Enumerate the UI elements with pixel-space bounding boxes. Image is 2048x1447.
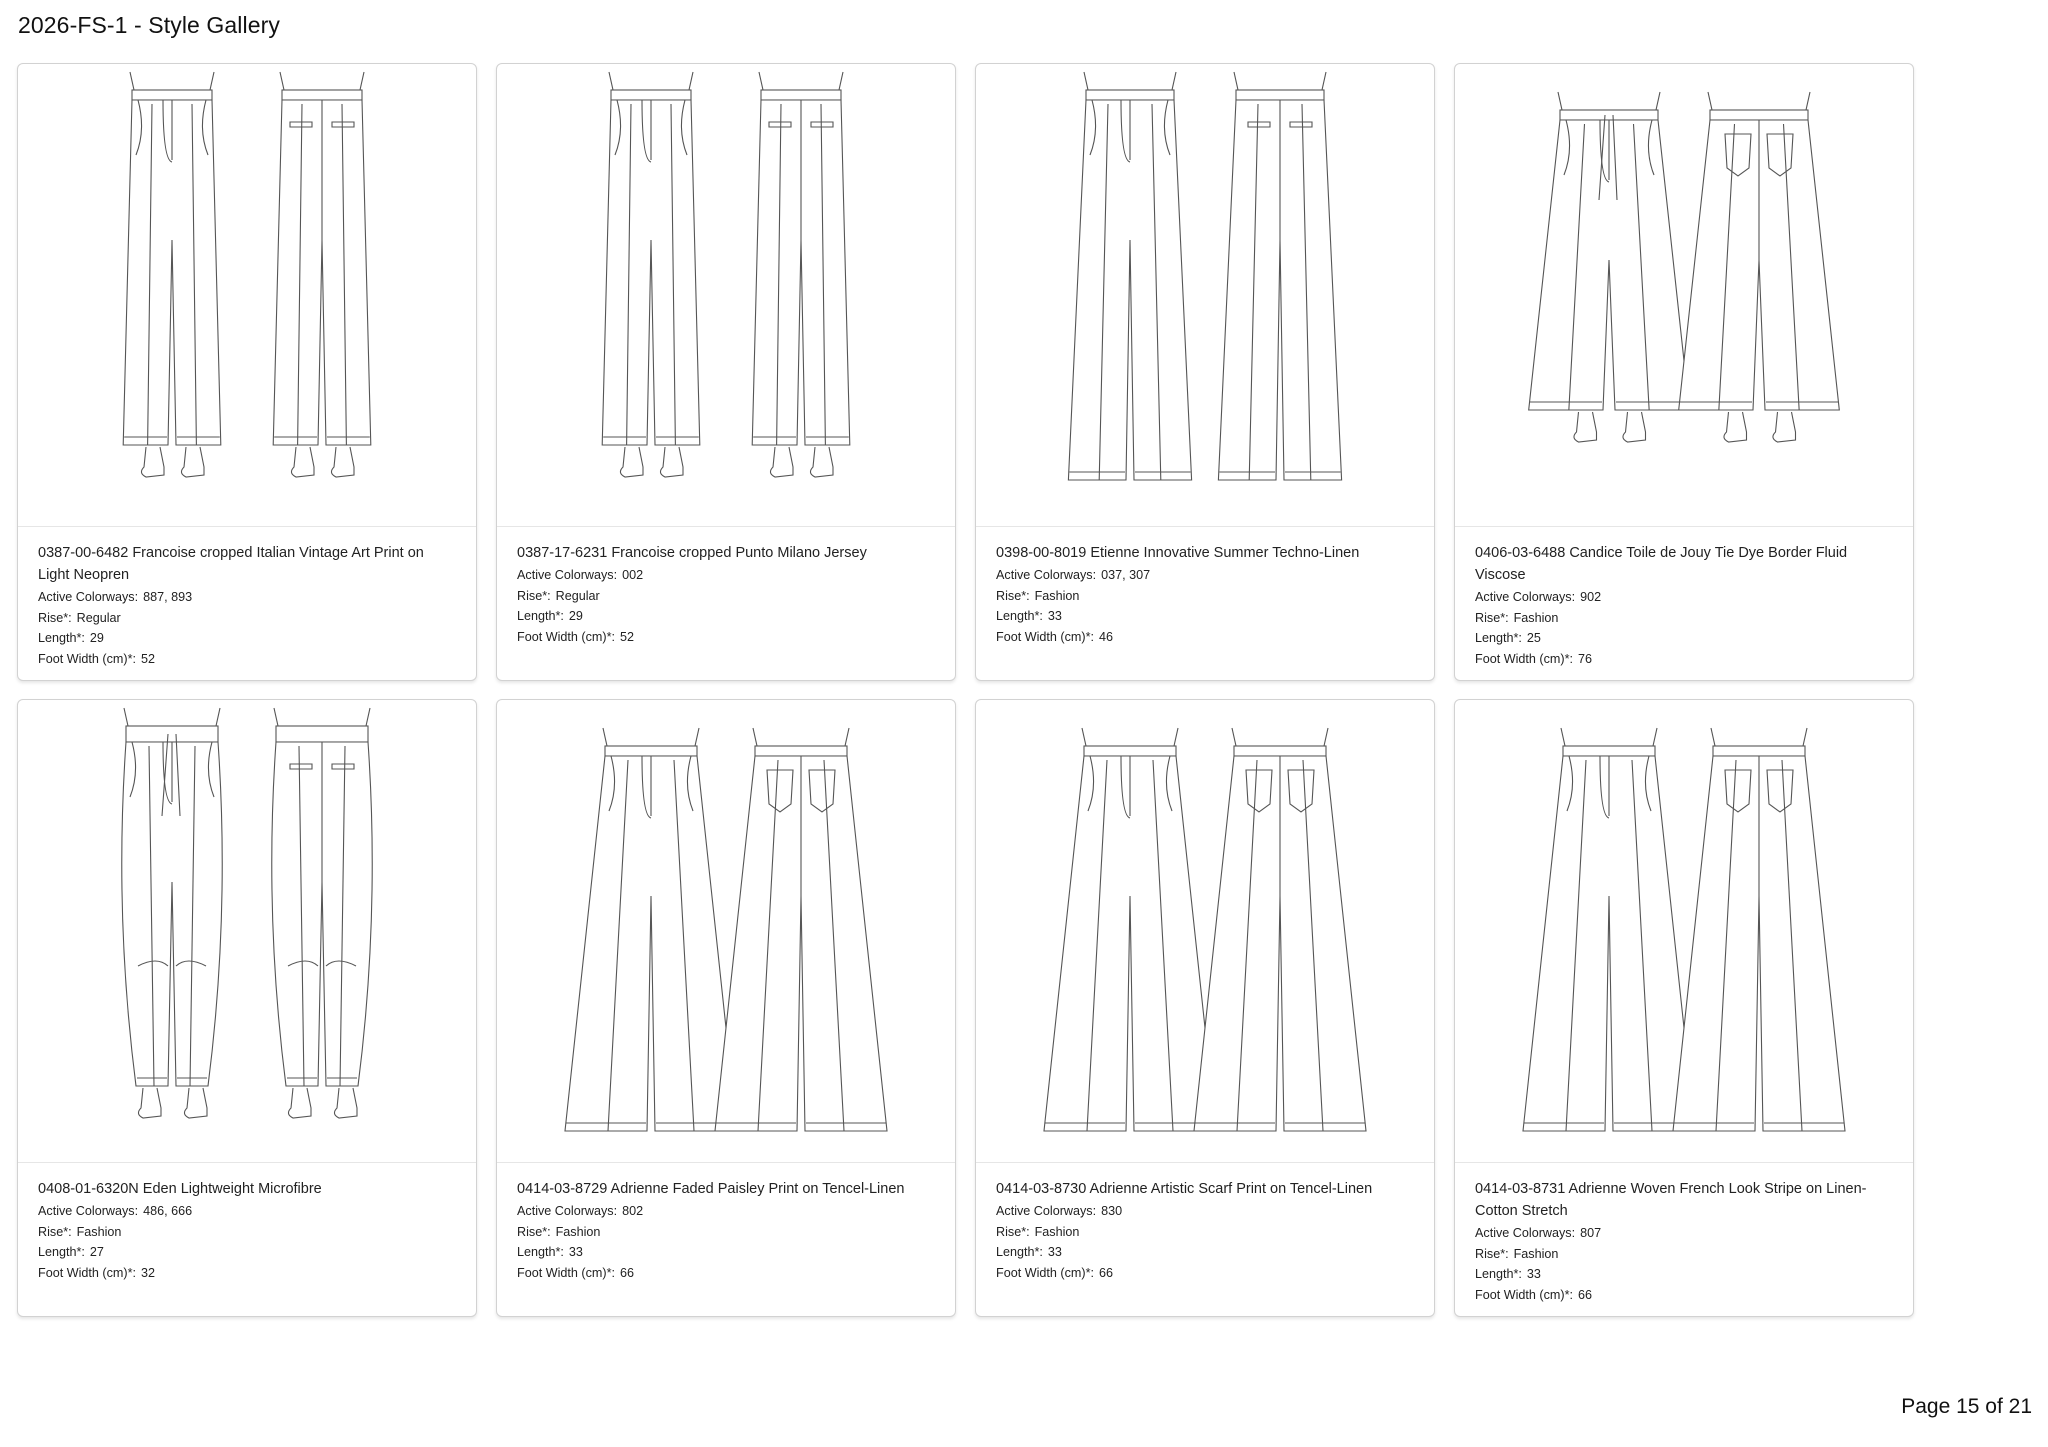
style-name: 0414-03-8730 Adrienne Artistic Scarf Print on Tencel-Linen — [996, 1181, 1373, 1197]
sketch-area — [976, 64, 1434, 527]
foot-width-value: 32 — [140, 1265, 155, 1280]
colorways-label: Active Colorways: — [996, 1204, 1097, 1218]
garment-front-view — [1523, 728, 1695, 1131]
length-label: Length*: — [38, 631, 85, 645]
colorways-value: 802 — [622, 1204, 644, 1218]
foot-width-row — [996, 627, 1414, 648]
rise-row — [1475, 608, 1893, 629]
length-row — [38, 628, 456, 649]
garment-sketch-image — [67, 70, 427, 520]
rise-value: Fashion — [1513, 1246, 1559, 1261]
style-card[interactable] — [975, 699, 1435, 1317]
rise-row — [1475, 1244, 1893, 1265]
style-card[interactable] — [496, 699, 956, 1317]
rise-value: Fashion — [1513, 610, 1559, 625]
colorways-value: 807 — [1580, 1226, 1602, 1240]
colorways-label: Active Colorways: — [517, 568, 618, 582]
foot-width-label: Foot Width (cm)*: — [1475, 1287, 1573, 1302]
foot-width-value: 52 — [619, 629, 634, 644]
garment-sketch-image — [546, 706, 906, 1156]
garment-back-view — [1679, 92, 1840, 442]
style-meta — [497, 1163, 955, 1283]
length-row — [1475, 628, 1893, 649]
rise-row — [38, 608, 456, 629]
style-meta — [976, 1163, 1434, 1283]
garment-back-view — [1673, 728, 1845, 1131]
length-value: 29 — [89, 631, 104, 645]
style-meta — [497, 527, 955, 647]
colorways-row — [517, 565, 935, 586]
rise-value: Regular — [555, 588, 600, 603]
length-value: 33 — [568, 1245, 583, 1259]
rise-row — [38, 1222, 456, 1243]
style-name: 0406-03-6488 Candice Toile de Jouy Tie Dye Border Fluid Viscose — [1475, 545, 1848, 583]
colorways-label: Active Colorways: — [1475, 1226, 1576, 1240]
foot-width-value: 66 — [619, 1265, 634, 1280]
sketch-area — [976, 700, 1434, 1163]
length-value: 29 — [568, 609, 583, 623]
foot-width-label: Foot Width (cm)*: — [38, 1265, 136, 1280]
length-value: 33 — [1047, 1245, 1062, 1259]
length-label: Length*: — [1475, 631, 1522, 645]
rise-label: Rise*: — [1475, 1246, 1509, 1261]
garment-front-view — [122, 708, 222, 1118]
style-meta — [18, 1163, 476, 1283]
rise-label: Rise*: — [996, 588, 1030, 603]
rise-value: Fashion — [1034, 1224, 1080, 1239]
foot-width-label: Foot Width (cm)*: — [517, 629, 615, 644]
page-number: Page 15 of 21 — [1901, 1395, 2032, 1418]
foot-width-label: Foot Width (cm)*: — [1475, 651, 1573, 666]
length-label: Length*: — [996, 1245, 1043, 1259]
style-card[interactable] — [496, 63, 956, 681]
colorways-row — [996, 565, 1414, 586]
garment-back-view — [752, 72, 850, 477]
length-row — [38, 1242, 456, 1263]
colorways-value: 037, 307 — [1101, 568, 1151, 582]
foot-width-value: 46 — [1098, 629, 1113, 644]
colorways-value: 002 — [622, 568, 644, 582]
foot-width-label: Foot Width (cm)*: — [38, 651, 136, 666]
garment-back-view — [1194, 728, 1366, 1131]
rise-row — [517, 586, 935, 607]
garment-back-view — [273, 72, 371, 477]
length-row — [1475, 1264, 1893, 1285]
style-name: 0387-17-6231 Francoise cropped Punto Milano Jersey — [517, 545, 867, 561]
length-row — [996, 606, 1414, 627]
foot-width-row — [517, 1263, 935, 1284]
garment-sketch-image — [1504, 706, 1864, 1156]
foot-width-row — [1475, 1285, 1893, 1306]
garment-back-view — [272, 708, 372, 1118]
rise-row — [996, 1222, 1414, 1243]
foot-width-row — [38, 649, 456, 670]
colorways-label: Active Colorways: — [1475, 590, 1576, 604]
style-card[interactable] — [1454, 63, 1914, 681]
foot-width-label: Foot Width (cm)*: — [996, 629, 1094, 644]
style-card[interactable] — [1454, 699, 1914, 1317]
garment-back-view — [1218, 72, 1341, 480]
garment-back-view — [715, 728, 887, 1131]
style-meta — [976, 527, 1434, 647]
style-card[interactable] — [975, 63, 1435, 681]
colorways-value: 887, 893 — [143, 590, 193, 604]
foot-width-row — [1475, 649, 1893, 670]
colorways-value: 902 — [1580, 590, 1602, 604]
sketch-area — [1455, 700, 1913, 1163]
colorways-row — [1475, 1223, 1893, 1244]
style-gallery-grid — [17, 63, 1914, 1317]
colorways-label: Active Colorways: — [996, 568, 1097, 582]
colorways-row — [996, 1201, 1414, 1222]
sketch-area — [497, 700, 955, 1163]
rise-label: Rise*: — [517, 1224, 551, 1239]
foot-width-row — [38, 1263, 456, 1284]
length-label: Length*: — [996, 609, 1043, 623]
foot-width-value: 52 — [140, 651, 155, 666]
garment-front-view — [1044, 728, 1216, 1131]
rise-label: Rise*: — [1475, 610, 1509, 625]
foot-width-value: 76 — [1577, 651, 1592, 666]
foot-width-row — [517, 627, 935, 648]
rise-label: Rise*: — [38, 610, 72, 625]
garment-sketch-image — [546, 70, 906, 520]
garment-front-view — [602, 72, 700, 477]
style-card[interactable] — [17, 699, 477, 1317]
garment-front-view — [1068, 72, 1191, 480]
colorways-value: 486, 666 — [143, 1204, 193, 1218]
length-label: Length*: — [1475, 1267, 1522, 1281]
garment-front-view — [1529, 92, 1690, 442]
style-name: 0387-00-6482 Francoise cropped Italian Vintage Art Print on Light Neopren — [38, 545, 424, 583]
garment-sketch-image — [1025, 70, 1385, 520]
garment-sketch-image — [1025, 706, 1385, 1156]
sketch-area — [1455, 64, 1913, 527]
garment-front-view — [123, 72, 221, 477]
rise-label: Rise*: — [517, 588, 551, 603]
length-value: 33 — [1047, 609, 1062, 623]
length-row — [517, 1242, 935, 1263]
style-meta — [1455, 1163, 1913, 1305]
foot-width-value: 66 — [1577, 1287, 1592, 1302]
length-label: Length*: — [517, 1245, 564, 1259]
rise-value: Fashion — [76, 1224, 122, 1239]
garment-sketch-image — [67, 706, 427, 1156]
colorways-label: Active Colorways: — [38, 590, 139, 604]
style-name: 0414-03-8731 Adrienne Woven French Look Stripe on Linen-Cotton Stretch — [1475, 1181, 1867, 1219]
foot-width-label: Foot Width (cm)*: — [517, 1265, 615, 1280]
rise-label: Rise*: — [38, 1224, 72, 1239]
length-value: 33 — [1526, 1267, 1541, 1281]
colorways-label: Active Colorways: — [38, 1204, 139, 1218]
length-label: Length*: — [38, 1245, 85, 1259]
rise-value: Regular — [76, 610, 121, 625]
garment-front-view — [565, 728, 737, 1131]
rise-value: Fashion — [1034, 588, 1080, 603]
style-meta — [18, 527, 476, 669]
colorways-value: 830 — [1101, 1204, 1123, 1218]
rise-label: Rise*: — [996, 1224, 1030, 1239]
colorways-row — [38, 1201, 456, 1222]
page-title: 2026-FS-1 - Style Gallery — [18, 12, 280, 38]
style-name: 0398-00-8019 Etienne Innovative Summer Techno-Linen — [996, 545, 1360, 561]
length-row — [517, 606, 935, 627]
rise-row — [517, 1222, 935, 1243]
style-card[interactable] — [17, 63, 477, 681]
length-label: Length*: — [517, 609, 564, 623]
rise-row — [996, 586, 1414, 607]
length-value: 27 — [89, 1245, 104, 1259]
colorways-row — [1475, 587, 1893, 608]
length-value: 25 — [1526, 631, 1541, 645]
style-name: 0414-03-8729 Adrienne Faded Paisley Print on Tencel-Linen — [517, 1181, 905, 1197]
sketch-area — [18, 64, 476, 527]
foot-width-label: Foot Width (cm)*: — [996, 1265, 1094, 1280]
length-row — [996, 1242, 1414, 1263]
style-meta — [1455, 527, 1913, 669]
sketch-area — [497, 64, 955, 527]
colorways-row — [517, 1201, 935, 1222]
foot-width-row — [996, 1263, 1414, 1284]
colorways-label: Active Colorways: — [517, 1204, 618, 1218]
garment-sketch-image — [1504, 70, 1864, 520]
sketch-area — [18, 700, 476, 1163]
rise-value: Fashion — [555, 1224, 601, 1239]
foot-width-value: 66 — [1098, 1265, 1113, 1280]
colorways-row — [38, 587, 456, 608]
style-name: 0408-01-6320N Eden Lightweight Microfibre — [38, 1181, 322, 1197]
